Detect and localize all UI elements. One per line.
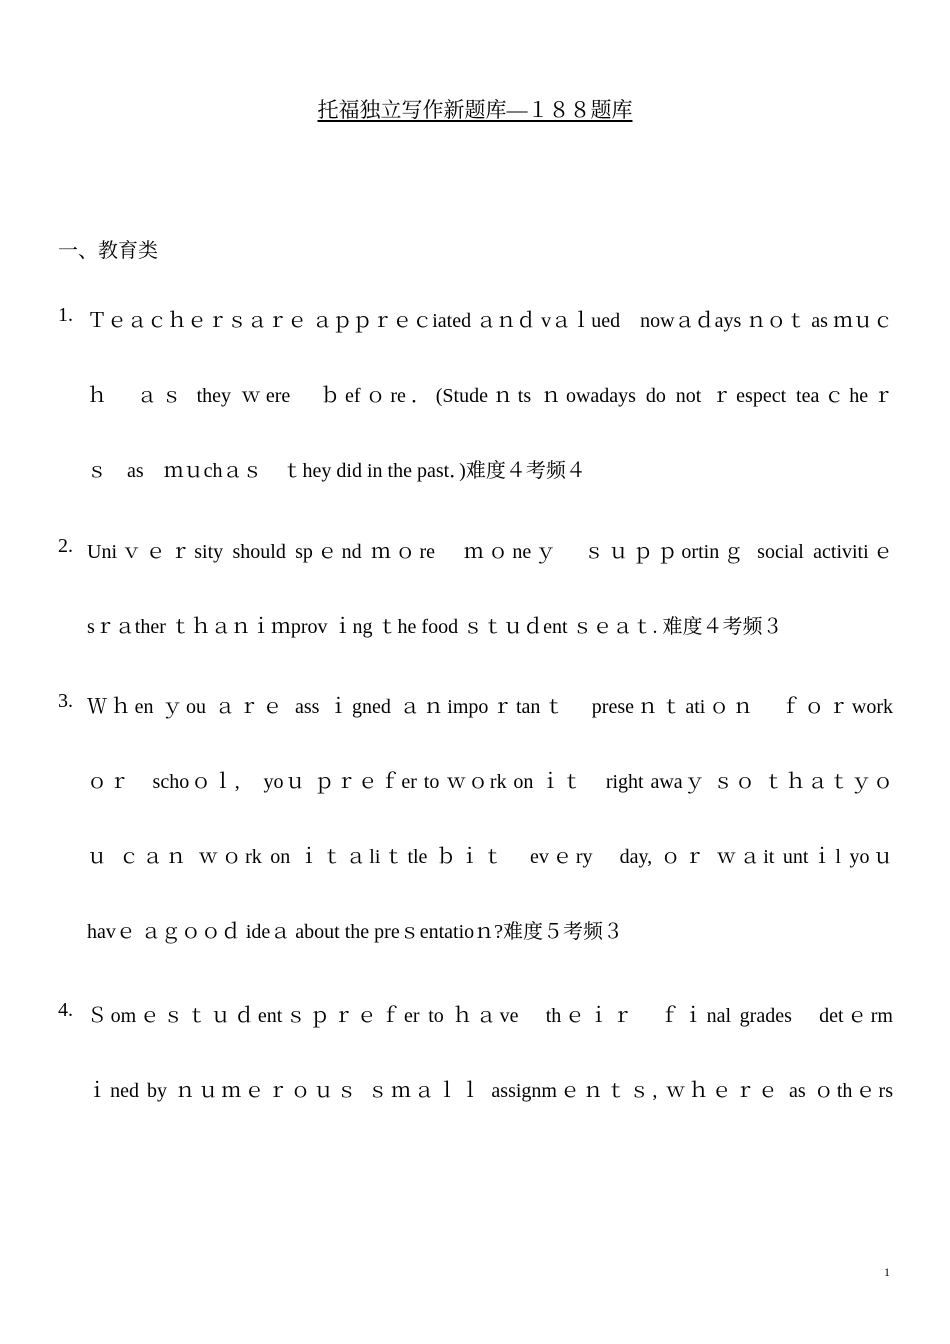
question-1-number: 1. bbox=[58, 304, 73, 326]
question-3-line-1: Ｗｈen ｙou ａｒｅ ass ｉgned ａｎimpoｒtanｔ preseｎｔatiｏｎ ｆｏｒwork bbox=[87, 696, 893, 718]
question-4-number: 4. bbox=[58, 999, 73, 1021]
question-1-line-1: Ｔｅａｃｈｅｒｓａｒｅ ａｐｐｒｅｃiated ａｎｄ vａｌued nowａｄays ｎｏｔ as ｍｕｃ bbox=[87, 310, 893, 332]
question-3-line-4: havｅ ａｇｏｏｄ ideａ about the preｓentatioｎ?难度５考频３ bbox=[87, 921, 624, 943]
question-4-line-2: ｉned by ｎｕｍｅｒｏｕｓ ｓｍａｌｌ assignmｅｎｔｓ, ｗｈｅｒｅ as ｏthｅrs bbox=[87, 1080, 893, 1102]
question-1-line-2: ｈ ａｓ they ｗere ｂefｏre．(Studeｎts ｎowadays do not ｒespect teaｃheｒ bbox=[87, 385, 893, 407]
section-heading: 一、教育类 bbox=[58, 240, 158, 262]
question-4-line-1: Ｓomｅｓｔｕｄentｓｐｒｅｆer to ｈａve thｅｉｒ ｆｉnal grades detｅrm bbox=[87, 1005, 893, 1027]
document-title: 托福独立写作新题库—１８８题库 bbox=[317, 98, 633, 122]
page-number: 1 bbox=[884, 1265, 890, 1279]
question-1-line-3: ｓ as ｍｕchａｓ ｔhey did in the past．)难度４考频４ bbox=[87, 460, 586, 482]
question-2-number: 2. bbox=[58, 535, 73, 557]
question-3-line-2: ｏｒ schoｏｌ, yoｕ ｐｒｅｆer to ｗｏrk on ｉｔ right awaｙ ｓｏ ｔｈａｔｙｏ bbox=[87, 771, 893, 793]
question-2-line-1: Uniｖｅｒsity should spｅnd ｍｏre ｍｏneｙ ｓｕｐｐortinｇ social activitiｅ bbox=[87, 541, 893, 563]
question-2-line-2: sｒａther ｔｈａｎｉｍprov ｉng ｔhe food ｓｔｕｄent ｓｅａｔ. 难度４考频３ bbox=[87, 616, 783, 638]
question-3-line-3: ｕ ｃａｎ ｗｏrk on ｉｔａliｔtle ｂｉｔ evｅry day, ｏｒ ｗａit untｉl yoｕ bbox=[87, 846, 893, 868]
question-3-number: 3. bbox=[58, 690, 73, 712]
